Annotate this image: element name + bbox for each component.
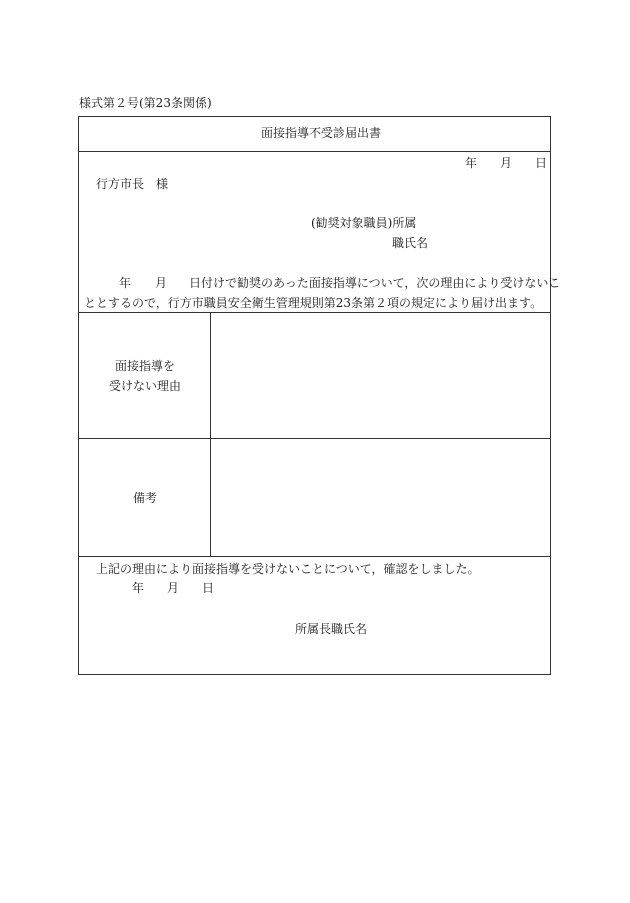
notice-date-year: 年 [465, 156, 478, 170]
confirmation-date-day: 日 [202, 581, 215, 595]
divider-remarks [78, 556, 551, 557]
name-label: 職氏名 [392, 236, 429, 250]
reason-label-line2: 受けない理由 [109, 379, 182, 393]
divider-title [78, 151, 551, 152]
form-title: 面接指導不受診届出書 [261, 126, 382, 140]
form-number: 様式第２号(第23条関係) [79, 96, 212, 110]
divider-notice [78, 312, 551, 313]
reason-value-field[interactable] [214, 316, 546, 434]
reason-label-line1: 面接指導を [115, 359, 176, 373]
confirmation-text: 上記の理由により面接指導を受けないことについて，確認をしました。 [96, 562, 480, 576]
remarks-value-field[interactable] [214, 442, 546, 552]
notice-body-line1: 日付けで勧奨のあった面接指導について，次の理由により受けないこ [189, 276, 561, 290]
remarks-label: 備考 [133, 491, 158, 505]
notice-date-day: 日 [535, 156, 548, 170]
inline-date-year: 年 [119, 276, 132, 290]
notice-body-line2: ととするので，行方市職員安全衛生管理規則第23条第２項の規定により届け出ます。 [84, 296, 543, 310]
inline-date-month: 月 [155, 276, 168, 290]
divider-reason [78, 438, 551, 439]
supervisor-label: 所属長職氏名 [295, 622, 368, 636]
affiliation-label: (勧奨対象職員)所属 [311, 216, 417, 230]
addressee: 行方市長 様 [96, 177, 169, 191]
confirmation-date-month: 月 [167, 581, 180, 595]
column-divider [210, 312, 211, 556]
confirmation-date-year: 年 [132, 581, 145, 595]
notice-date-month: 月 [500, 156, 513, 170]
